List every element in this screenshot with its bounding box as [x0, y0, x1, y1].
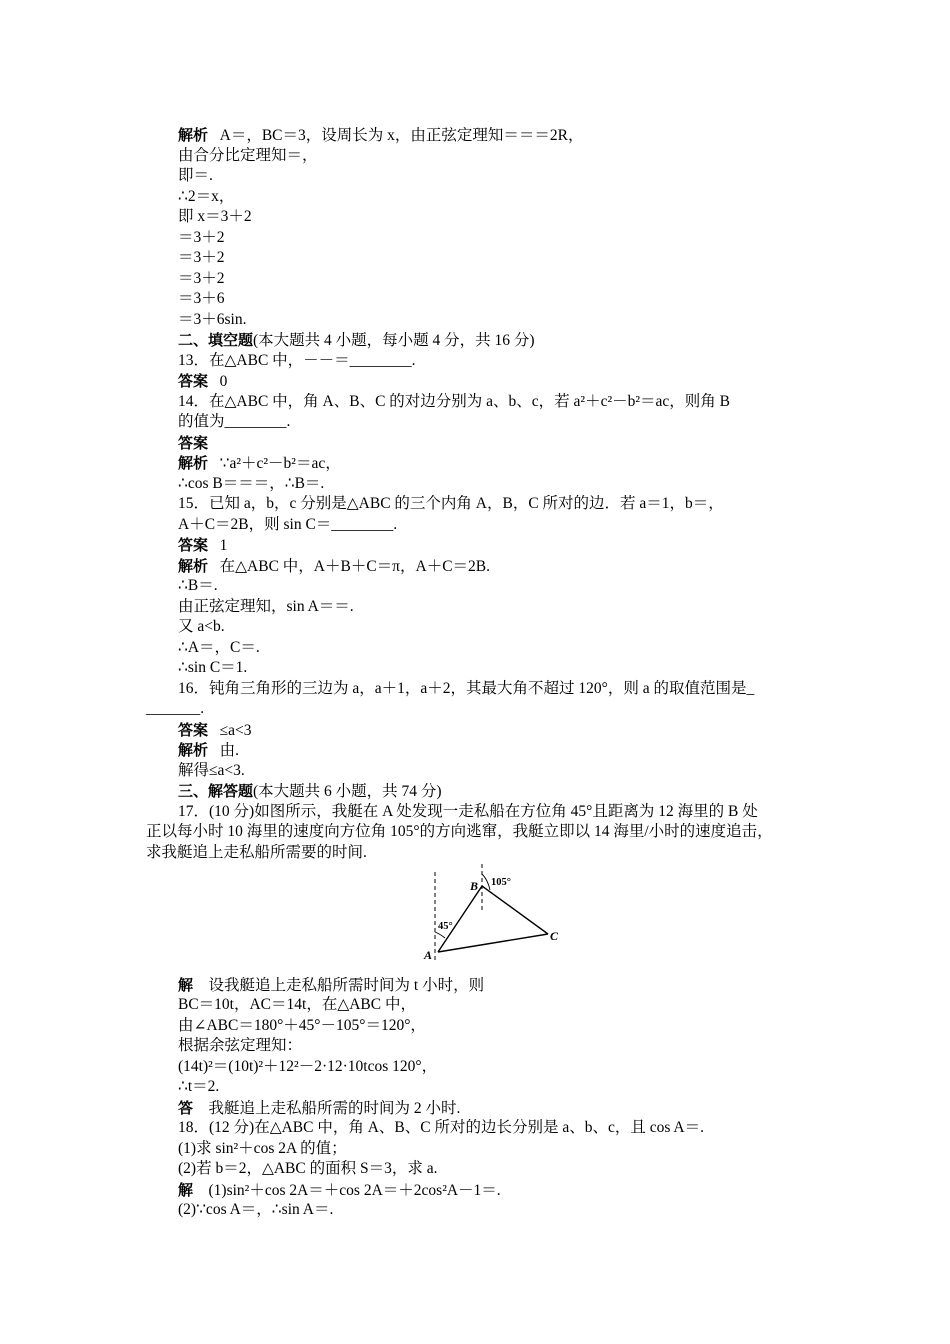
question-18-part1: (1)求 sin²＋cos 2A 的值； — [178, 1140, 347, 1157]
section-title: 二、填空题 — [178, 331, 254, 349]
question-14-cont: 的值为________. — [178, 413, 291, 430]
label-jiexi: 解析 — [178, 454, 209, 472]
solution-line: 根据余弦定理知： — [178, 1037, 303, 1054]
solution-line: (14t)²＝(10t)²＋12²－2·12·10tcos 120°， — [178, 1058, 438, 1075]
solution-line — [178, 975, 484, 996]
solution-line: ＝3＋2 — [178, 229, 225, 246]
solution-line: 由合分比定理知＝， — [178, 147, 318, 164]
label-jie: 解 — [178, 976, 194, 994]
label-daan: 答案 — [178, 536, 209, 554]
vertex-label-c: C — [550, 929, 559, 943]
line-text: A＝，BC＝3，设周长为 x，由正弦定理知＝＝＝2R， — [219, 127, 584, 144]
solution-line: ＝3＋2 — [178, 270, 225, 287]
side-ab — [438, 886, 482, 952]
answer-value: ≤a<3 — [219, 722, 252, 739]
question-15-cont: A＋C＝2B，则 sin C＝________. — [178, 516, 398, 533]
answer-line — [178, 535, 227, 556]
solution-line: ∴A＝，C＝. — [178, 639, 260, 656]
label-daan: 答案 — [178, 721, 209, 739]
answer-value: 0 — [219, 373, 228, 390]
solution-line: ＝3＋6sin. — [178, 311, 247, 328]
answer-value: 1 — [219, 537, 228, 554]
answer-line — [178, 371, 227, 392]
question-17-cont: 求我艇追上走私船所需要的时间. — [146, 844, 367, 861]
question-17: 17．(10 分)如图所示，我艇在 A 处发现一走私船在方位角 45°且距离为 12 海里的 B 处 — [178, 803, 758, 820]
question-13: 13．在△ABC 中，－－＝________. — [178, 352, 416, 369]
label-jiexi: 解析 — [178, 557, 209, 575]
answer-line — [178, 433, 208, 454]
solution-line — [178, 556, 490, 577]
vertex-label-b: B — [470, 879, 479, 893]
question-17-cont: 正以每小时 10 海里的速度向方位角 105°的方向逃窜，我艇立即以 14 海里/小时的速度追击， — [146, 823, 773, 840]
solution-line: BC＝10t，AC＝14t，在△ABC 中， — [178, 996, 416, 1013]
solution-line: 解得≤a<3. — [178, 762, 245, 779]
question-16-cont: _______. — [146, 700, 205, 717]
solution-line: 由∠ABC＝180°＋45°－105°＝120°， — [178, 1017, 426, 1034]
section-heading — [178, 330, 535, 351]
solution-line: 即 x＝3＋2 — [178, 208, 252, 225]
line-text: ∵a²＋c²－b²＝ac， — [219, 455, 341, 472]
solution-line — [178, 453, 341, 474]
label-daan: 答案 — [178, 434, 209, 452]
vertex-label-a: A — [424, 948, 433, 962]
section-desc: (本大题共 4 小题，每小题 4 分，共 16 分) — [253, 332, 535, 349]
question-18-part2: (2)若 b＝2，△ABC 的面积 S＝3，求 a. — [178, 1160, 438, 1177]
solution-line: ＝3＋2 — [178, 249, 225, 266]
label-jiexi: 解析 — [178, 741, 209, 759]
answer-line — [178, 720, 252, 741]
solution-line: 由正弦定理知，sin A＝＝. — [178, 598, 354, 615]
solution-line: 即＝. — [178, 167, 213, 184]
solution-line: ∴2＝x， — [178, 188, 235, 205]
angle-label-105: 105° — [491, 877, 511, 888]
question-16: 16．钝角三角形的三边为 a，a＋1，a＋2，其最大角不超过 120°，则 a 的取值范围是_ — [178, 680, 755, 697]
angle-arc-45 — [435, 932, 445, 938]
solution-line — [178, 1098, 460, 1119]
label-jie: 解 — [178, 1181, 194, 1199]
solution-line — [178, 1180, 501, 1201]
solution-line: 又 a<b. — [178, 618, 225, 635]
section-desc: (本大题共 6 小题，共 74 分) — [253, 783, 442, 800]
question-18: 18．(12 分)在△ABC 中，角 A、B、C 所对的边长分别是 a、b、c，且 cos A＝. — [178, 1119, 704, 1136]
question-14: 14．在△ABC 中，角 A、B、C 的对边分别为 a、b、c，若 a²＋c²－b²＝ac，则角 B — [178, 393, 730, 410]
section-heading — [178, 781, 442, 802]
label-daan: 答案 — [178, 372, 209, 390]
label-da: 答 — [178, 1099, 194, 1117]
triangle-diagram — [418, 862, 568, 964]
solution-line: ∴cos B＝＝＝，∴B＝. — [178, 475, 325, 492]
solution-line — [178, 740, 239, 761]
label-jiexi: 解析 — [178, 126, 209, 144]
triangle-figure — [418, 862, 568, 964]
line-text: 由. — [219, 742, 240, 759]
solution-line — [178, 125, 583, 146]
line-text: 在△ABC 中，A＋B＋C＝π，A＋C＝2B. — [219, 558, 490, 575]
line-text: 设我艇追上走私船所需时间为 t 小时，则 — [208, 977, 485, 994]
section-title: 三、解答题 — [178, 782, 254, 800]
side-ac — [438, 934, 548, 952]
angle-label-45: 45° — [438, 921, 453, 932]
question-15: 15．已知 a，b，c 分别是△ABC 的三个内角 A，B，C 所对的边．若 a＝1，b＝， — [178, 495, 724, 512]
solution-line: ∴t＝2. — [178, 1078, 220, 1095]
side-bc — [482, 886, 548, 934]
solution-line: (2)∵cos A＝，∴sin A＝. — [178, 1201, 334, 1218]
solution-line: ∴B＝. — [178, 577, 218, 594]
line-text: 我艇追上走私船所需的时间为 2 小时. — [208, 1100, 461, 1117]
solution-line: ∴sin C＝1. — [178, 659, 248, 676]
solution-line: ＝3＋6 — [178, 290, 225, 307]
line-text: (1)sin²＋cos 2A＝＋cos 2A＝＋2cos²A－1＝. — [208, 1182, 501, 1199]
